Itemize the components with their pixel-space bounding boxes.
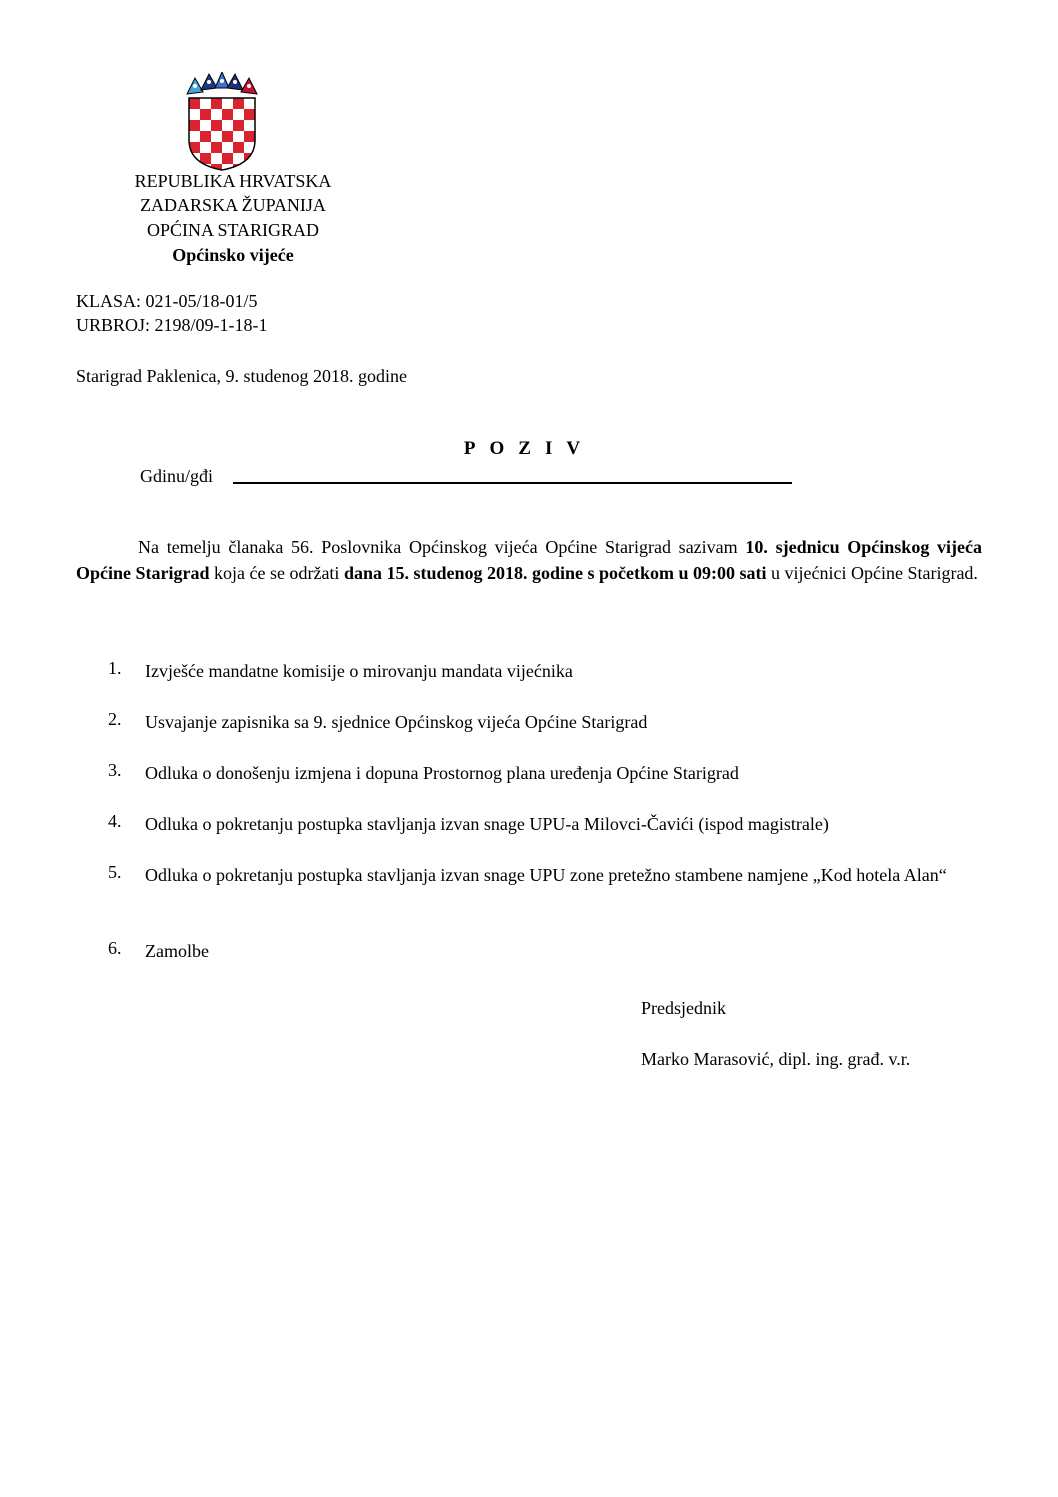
body-text-3: u vijećnici Općine Starigrad.: [771, 563, 978, 583]
signature-name: Marko Marasović, dipl. ing. građ. v.r.: [641, 1049, 911, 1069]
item-number: 4.: [108, 811, 122, 831]
item-text: Odluka o donošenju izmjena i dopuna Prostornog plana uređenja Općine Starigrad: [145, 763, 739, 783]
body-text-2: koja će se održati: [214, 563, 340, 583]
signature-role: Predsjednik: [641, 998, 726, 1018]
session-name: 10. sjednicu Općinskog vijeća Općine Starigrad: [76, 537, 982, 583]
session-date-time: dana 15. studenog 2018. godine s početkom u 09:00 sati: [343, 563, 767, 583]
body-paragraph: [76, 534, 982, 586]
item-number: 6.: [108, 938, 122, 958]
country-name: REPUBLIKA HRVATSKA: [134, 171, 332, 191]
place-date: Starigrad Paklenica, 9. studenog 2018. godine: [76, 366, 407, 386]
item-text: Izvješće mandatne komisije o mirovanju mandata vijećnika: [145, 661, 573, 681]
item-number: 5.: [108, 862, 122, 882]
item-number: 1.: [108, 658, 122, 678]
body-text-1: Na temelju članaka 56. Poslovnika Općinskog vijeća Općine Starigrad sazivam: [138, 537, 738, 557]
item-number: 3.: [108, 760, 122, 780]
addressee-label: Gdinu/gđi: [140, 466, 214, 486]
addressee-blank-line: [233, 482, 792, 484]
coat-of-arms-icon: [183, 72, 261, 172]
item-text: Odluka o pokretanju postupka stavljanja izvan snage UPU-a Milovci-Čavići (ispod magistrale): [145, 814, 829, 834]
urbroj-reference: URBROJ: 2198/09-1-18-1: [76, 315, 268, 335]
document-title: POZIV: [463, 438, 595, 459]
item-text: Odluka o pokretanju postupka stavljanja izvan snage UPU zone pretežno stambene namjene „Kod hotela Alan“: [145, 865, 947, 885]
council-name: Općinsko vijeće: [172, 245, 294, 265]
item-text: Usvajanje zapisnika sa 9. sjednice Općinskog vijeća Općine Starigrad: [145, 712, 648, 732]
item-number: 2.: [108, 709, 122, 729]
item-text: Zamolbe: [145, 941, 209, 961]
checkered-shield-icon: [189, 98, 255, 172]
klasa-reference: KLASA: 021-05/18-01/5: [76, 291, 258, 311]
crown-icon: [187, 72, 257, 94]
county-name: ZADARSKA ŽUPANIJA: [140, 195, 326, 215]
municipality-name: OPĆINA STARIGRAD: [146, 220, 320, 240]
